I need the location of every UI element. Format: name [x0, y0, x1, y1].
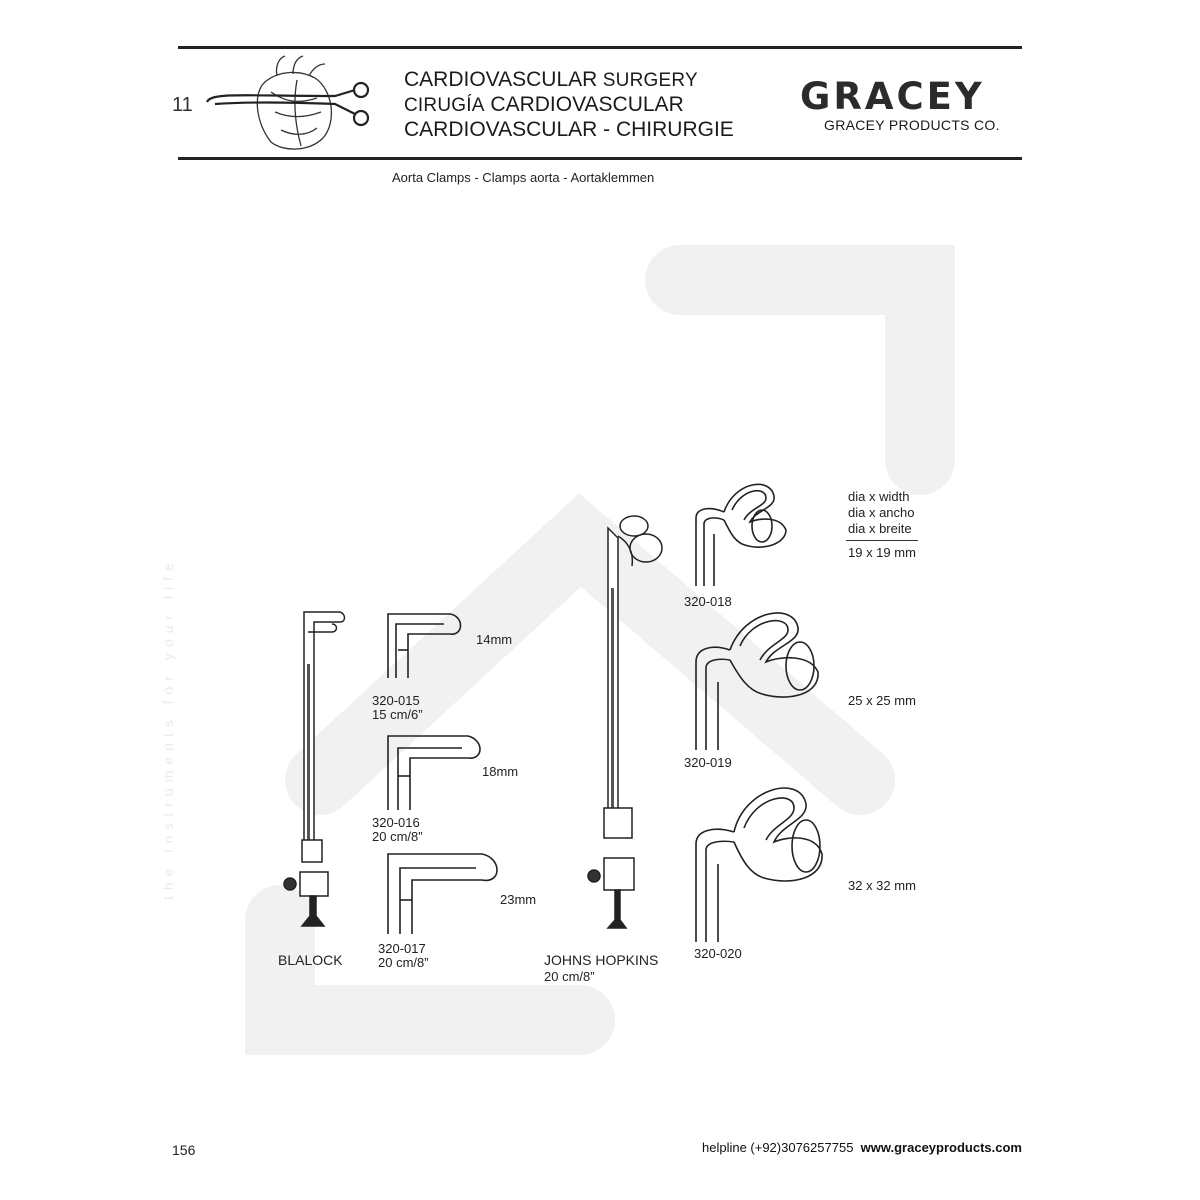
footer-contact	[702, 1140, 1022, 1155]
tip-code: 320-018	[684, 594, 732, 609]
tip-dimension: 32 x 32 mm	[848, 878, 916, 893]
blalock-clamp-illustration	[280, 604, 350, 934]
title-english: CARDIOVASCULAR SURGERY	[404, 68, 698, 91]
tip-code: 320-019	[684, 755, 732, 770]
johns-hopkins-clamp-illustration	[588, 508, 668, 948]
blalock-tip-320-015	[384, 610, 464, 680]
gracey-logo-text: GRACEY	[800, 78, 985, 114]
blalock-tip-320-016	[384, 732, 484, 812]
page-number: 156	[172, 1142, 196, 1158]
tip-code: 320-017	[378, 941, 426, 956]
brand-name: GRACEY PRODUCTS CO.	[824, 117, 1000, 133]
hopkins-tip-320-018	[690, 474, 810, 588]
tip-size: 15 cm/6”	[372, 707, 423, 722]
hopkins-tip-320-019	[690, 602, 840, 752]
dimension-header-en: dia x width	[848, 489, 910, 504]
title-german: CARDIOVASCULAR - CHIRURGIE	[404, 118, 734, 141]
tip-width: 23mm	[500, 892, 537, 907]
title-spanish: CIRUGÍA CARDIOVASCULAR	[404, 93, 684, 116]
tip-width: 18mm	[482, 764, 519, 779]
section-number: 11	[172, 94, 193, 116]
blalock-label: BLALOCK	[278, 952, 343, 968]
tip-code: 320-016	[372, 815, 420, 830]
tip-code: 320-015	[372, 693, 420, 708]
watermark-vertical-text: the instruments for your life	[160, 557, 176, 900]
tip-size: 20 cm/8”	[378, 955, 429, 970]
johns-hopkins-size: 20 cm/8”	[544, 969, 595, 984]
catalog-subtitle: Aorta Clamps - Clamps aorta - Aortaklemmen	[392, 170, 655, 185]
header-bottom-rule	[178, 157, 1022, 160]
tip-width: 14mm	[476, 632, 513, 647]
brand-block	[800, 78, 1026, 133]
header-titles	[404, 68, 734, 142]
tip-dimension: 19 x 19 mm	[848, 545, 916, 560]
dimension-header-de: dia x breite	[848, 521, 912, 536]
dimension-header-es: dia x ancho	[848, 505, 915, 520]
heart-with-clamp-icon	[205, 52, 375, 156]
tip-code: 320-020	[694, 946, 742, 961]
website-link[interactable]: www.graceyproducts.com	[860, 1140, 1022, 1155]
tip-dimension: 25 x 25 mm	[848, 693, 916, 708]
hopkins-tip-320-020	[690, 774, 840, 944]
blalock-tip-320-017	[384, 850, 504, 936]
gracey-logo	[800, 78, 1026, 114]
tip-size: 20 cm/8”	[372, 829, 423, 844]
johns-hopkins-label: JOHNS HOPKINS	[544, 952, 659, 968]
header-top-rule	[178, 46, 1022, 49]
dimension-header	[848, 489, 915, 537]
helpline: helpline (+92)3076257755	[701, 1140, 854, 1155]
dimension-divider	[846, 540, 918, 541]
